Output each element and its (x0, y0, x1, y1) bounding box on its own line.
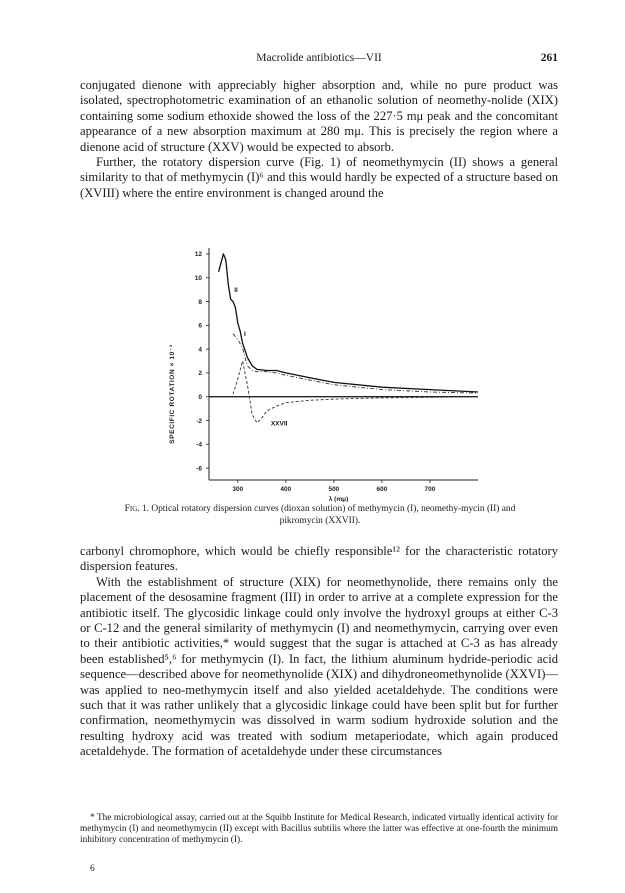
paragraph: With the establishment of structure (XIX) for neomethynolide, there remains only the placement of the desosamine fragment (III) in order to arrive at a complete expression for the antibiotic itself. The glycosidic linkage could only involve the hydroxyl groups at either C-3 or C-12 and the general similarity of methymycin (I) and neomethymycin, carrying over even to their antibiotic activities,* would suggest that the sugar is attached at C-3 as has already been established⁵,⁶ for methymycin (I). In fact, the lithium aluminum hydride-periodic acid sequence—described above for neomethynolide (XIX) and dihydroneomethynolide (XXVI)—was applied to neo-methymycin itself and also yielded acetaldehyde. The conditions were such that it was rather unlikely that a glycosidic linkage could have been split but for further confirmation, neomethymycin was dissolved in warm sodium hydroxide solution and the resulting hydroxy acid was treated with sodium metaperiodate, which again produced acetaldehyde. The formation of acetaldehyde under these circumstances (80, 574, 558, 759)
y-tick-label: -4 (196, 441, 202, 449)
y-tick-label: 2 (198, 370, 202, 378)
footnote-text: * The microbiological assay, carried out at the Squibb Institute for Medical Research, indicated virtually identical activity for methymycin (I) and neomethymycin (II) except with Bacillus subtilis where the latter was effective at one-fourth the minimum inhibitory concentration of methymycin (I). (80, 813, 558, 846)
paragraph: conjugated dienone with appreciably higher absorption and, while no pure product was isolated, spectrophotometric examination of an ethanolic solution of neomethy-nolide (XIX) containing some sodium ethoxide showed the loss of the 227·5 mμ peak and the concomitant appearance of a new absorption maximum at 280 mμ. This is precisely the region where a dienone acid of structure (XXV) would be expected to absorb. (80, 78, 558, 154)
page-number: 261 (540, 52, 558, 64)
x-axis-label: λ (mμ) (328, 496, 349, 502)
x-tick-label: 300 (232, 486, 244, 493)
footnote (80, 813, 558, 847)
paragraph: Further, the rotatory dispersion curve (Fig. 1) of neomethymycin (II) shows a general similarity to that of methymycin (I)⁶ and this would hardly be expected of a structure based on (XVIII) where the entire environment is changed around the (80, 155, 558, 200)
y-tick-label: -6 (196, 465, 202, 473)
figure-caption-text: Optical rotatory dispersion curves (dioxan solution) of methymycin (I), neomethy-mycin (II) and pikromycin (XXVII). (149, 504, 516, 526)
y-tick-label: 4 (198, 346, 202, 354)
series-label-ii: II (234, 287, 238, 295)
x-tick-label: 700 (424, 486, 436, 493)
y-tick-label: 12 (194, 251, 202, 259)
ord-chart (160, 240, 490, 502)
body-text-top (80, 78, 558, 201)
y-axis-label: SPECIFIC ROTATION × 10⁻³ (169, 344, 176, 444)
series-label-i: I (244, 331, 246, 339)
figure-1 (160, 240, 490, 502)
y-tick-label: 0 (198, 394, 202, 402)
x-tick-label: 500 (328, 486, 340, 493)
body-text-bottom (80, 544, 558, 760)
y-tick-label: 8 (198, 298, 202, 306)
running-head-title: Macrolide antibiotics—VII (256, 52, 382, 64)
x-tick-label: 600 (376, 486, 388, 493)
x-tick-label: 400 (280, 486, 292, 493)
y-tick-label: -2 (196, 417, 202, 425)
paragraph: carbonyl chromophore, which would be chiefly responsible¹² for the characteristic rotatory dispersion features. (80, 544, 558, 574)
series-label-xxvii: XXVII (270, 420, 288, 428)
y-tick-label: 6 (198, 322, 202, 330)
y-tick-label: 10 (194, 275, 202, 283)
figure-caption (120, 504, 520, 527)
figure-caption-label: Fig. 1. (124, 504, 149, 514)
signature-mark: 6 (90, 864, 95, 874)
